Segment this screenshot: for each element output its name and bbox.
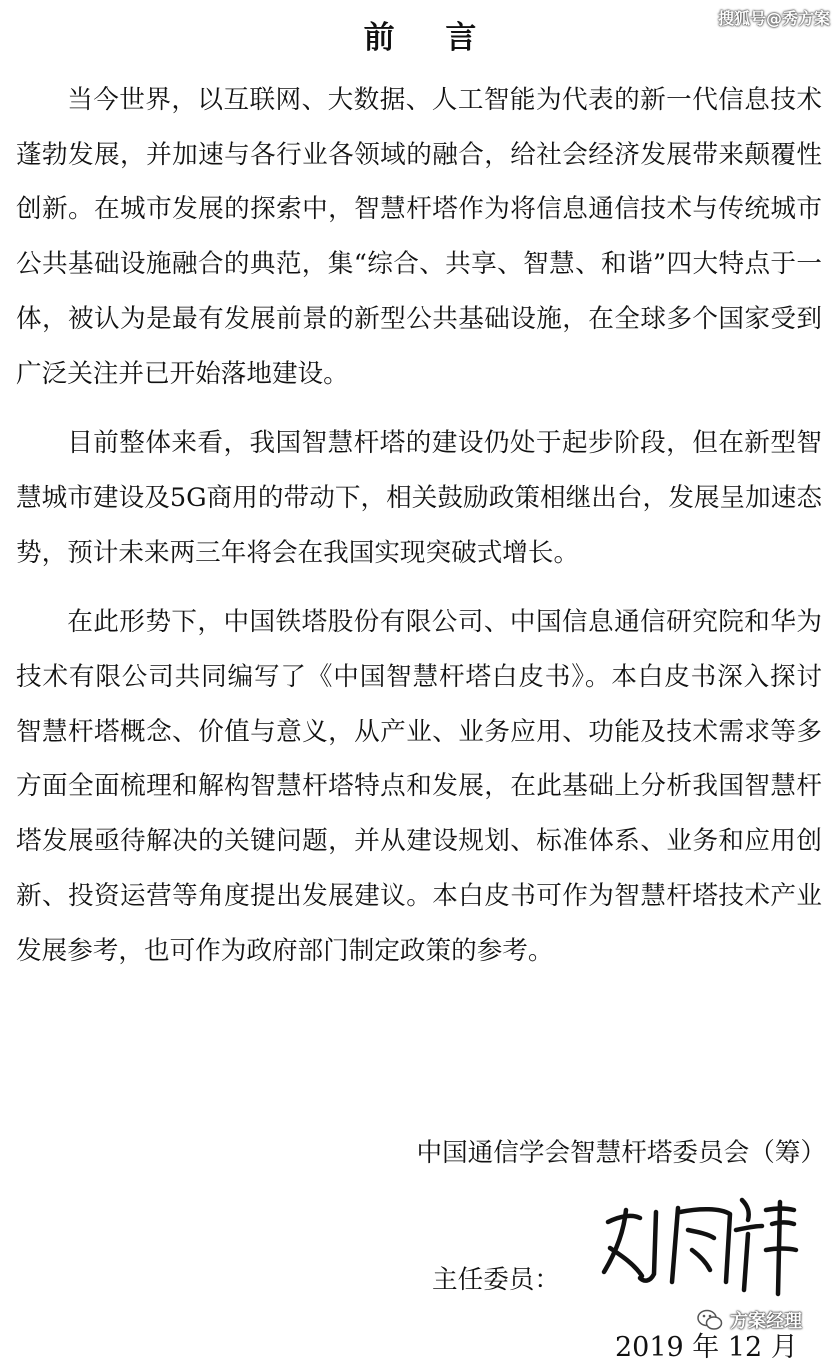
organization-name: 中国通信学会智慧杆塔委员会（筹） — [416, 1138, 826, 1168]
paragraph-3: 在此形势下，中国铁塔股份有限公司、中国信息通信研究院和华为技术有限公司共同编写了《中国智慧杆塔白皮书》。本白皮书深入探讨智慧杆塔概念、价值与意义，从产业、业务应用、功能及技术需求等多方面全面梳理和解构智慧杆塔特点和发展，在此基础上分析我国智慧杆塔发展亟待解决的关键问题，并从建设规划、标准体系、业务和应用创新、投资运营等角度提出发展建议。本白皮书可作为智慧杆塔技术产业发展参考，也可作为政府部门制定政策的参考。 — [16, 607, 822, 966]
wechat-icon — [696, 1306, 724, 1334]
preface-body — [16, 73, 822, 978]
watermark-top: 搜狐号@秀方案 — [717, 9, 830, 28]
paragraph-1: 当今世界，以互联网、大数据、人工智能为代表的新一代信息技术蓬勃发展，并加速与各行业各领域的融合，给社会经济发展带来颠覆性创新。在城市发展的探索中，智慧杆塔作为将信息通信技术与传统城市公共基础设施融合的典范，集“综合、共享、智慧、和谐”四大特点于一体，被认为是最有发展前景的新型公共基础设施，在全球多个国家受到广泛关注并已开始落地建设。 — [16, 85, 822, 389]
watermark-bottom — [696, 1302, 838, 1338]
paragraph-2: 目前整体来看，我国智慧杆塔的建设仍处于起步阶段，但在新型智慧城市建设及5G商用的带动下，相关鼓励政策相继出台，发展呈加速态势，预计未来两三年将会在我国实现突破式增长。 — [16, 428, 822, 568]
handwritten-signature — [580, 1190, 810, 1300]
chair-label: 主任委员： — [432, 1265, 560, 1295]
date: 2019 年 12 月 — [615, 1332, 798, 1363]
page-title: 前 言 — [363, 20, 497, 56]
watermark-bottom-text: 方案经理 — [730, 1311, 802, 1332]
